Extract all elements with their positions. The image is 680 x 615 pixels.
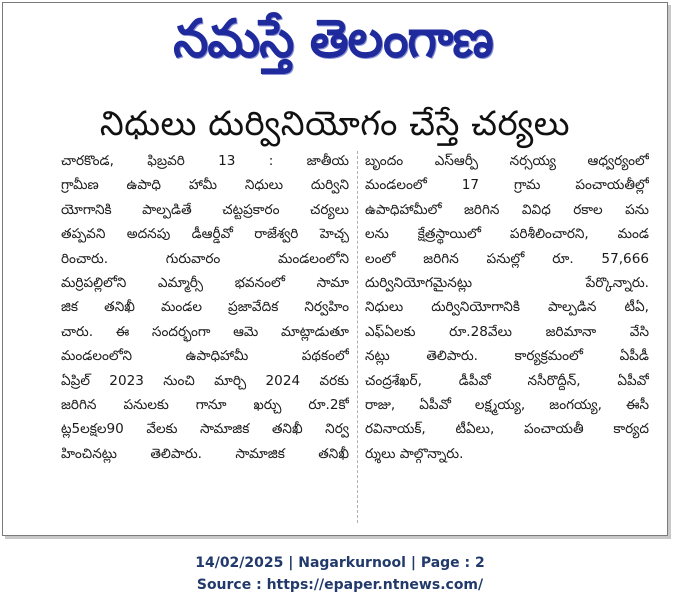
article-text-line: నట్లు తెలిపారు. కార్యక్రమంలో ఏపీడీ: [365, 348, 649, 365]
article-text-line: ర్శులు పాల్గొన్నారు.: [365, 445, 464, 462]
article-text-line: ఉపాధిహామీలో జరిగిన వివిధ రకాల పను: [365, 201, 649, 218]
column-divider: [357, 151, 358, 523]
article-text-line: యోగానికి పాల్పడితే చట్టప్రకారం చర్యలు: [61, 201, 349, 218]
clipping-frame: [2, 2, 668, 536]
article-text-line: నిధులు దుర్వినియోగానికి పాల్పడిన టీఏ,: [365, 299, 649, 316]
article-text-line: తప్పవని అదనపు డీఆర్డీవో రాజేశ్వరి హెచ్చ: [61, 226, 349, 243]
article-text-line: బృందం ఎస్ఆర్పీ నర్సయ్య ఆధ్వర్యంలో: [365, 153, 649, 169]
article-text-line: మర్రిపల్లిలోని ఎమ్మార్సీ భవనంలో సామా: [61, 275, 349, 292]
article-text-line: రించారు. గురువారం మండలంలోని: [61, 250, 349, 267]
article-text-line: మండలంలోని ఉపాధిహామీ పథకంలో: [61, 348, 349, 365]
article-text-line: చారు. ఈ సందర్భంగా ఆమె మాట్లాడుతూ: [61, 323, 349, 340]
article-text-line: హించినట్లు తెలిపారు. సామాజిక తనిఖీ: [61, 445, 349, 462]
article-text-line: ఎఫ్ఏలకు రూ.28వేలు జరిమానా వేసి: [365, 323, 649, 340]
article-text-line: జరిగిన పనులకు గానూ ఖర్చు రూ.2కో: [61, 397, 349, 414]
article-text-line: రవినాయక్, టీఏలు, పంచాయతీ కార్యద: [365, 421, 649, 438]
article-text-line: దుర్వినియోగమైనట్లు పేర్కొన్నారు.: [365, 275, 649, 292]
article-text-line: లను క్షేత్రస్థాయిలో పరిశీలించారని, మండ: [365, 226, 649, 243]
article-text-line: ట్ల5లక్షల90 వేలకు సామాజిక తనిఖీ నిర్వ: [61, 421, 349, 438]
article-text-line: లంలో జరిగిన పనుల్లో రూ. 57,666: [365, 250, 649, 267]
article-text-line: మండలంలో 17 గ్రామ పంచాయతీల్లో: [365, 177, 649, 194]
article-headline: నిధులు దుర్వినియోగం చేస్తే చర్యలు: [99, 104, 571, 144]
article-text-line: చంద్రశేఖర్, డీపీవో నసీరొద్దీన్, ఏపీవో: [365, 372, 649, 389]
article-column-right: [365, 149, 649, 466]
article-text-line: చారకొండ, ఫిబ్రవరి 13 : జాతీయ: [61, 153, 349, 169]
footer-date-edition-page: 14/02/2025 | Nagarkurnool | Page : 2: [195, 555, 485, 571]
masthead-title: నమస్తే తెలంగాణ: [173, 7, 493, 69]
article-text-line: గ్రామీణ ఉపాధి హామీ నిధులు దుర్విని: [61, 177, 349, 194]
newspaper-masthead: [123, 7, 543, 83]
footer-source-link[interactable]: Source : https://epaper.ntnews.com/: [196, 577, 484, 593]
article-text-line: జిక తనిఖీ మండల ప్రజావేదిక నిర్వహిం: [61, 299, 349, 316]
article-column-left: [61, 149, 349, 466]
article-text-line: రాజు, ఏపీవో లక్ష్మయ్య, జంగయ్య, ఈసీ: [365, 397, 649, 414]
article-text-line: ఏప్రిల్ 2023 నుంచి మార్చి 2024 వరకు: [61, 372, 349, 389]
